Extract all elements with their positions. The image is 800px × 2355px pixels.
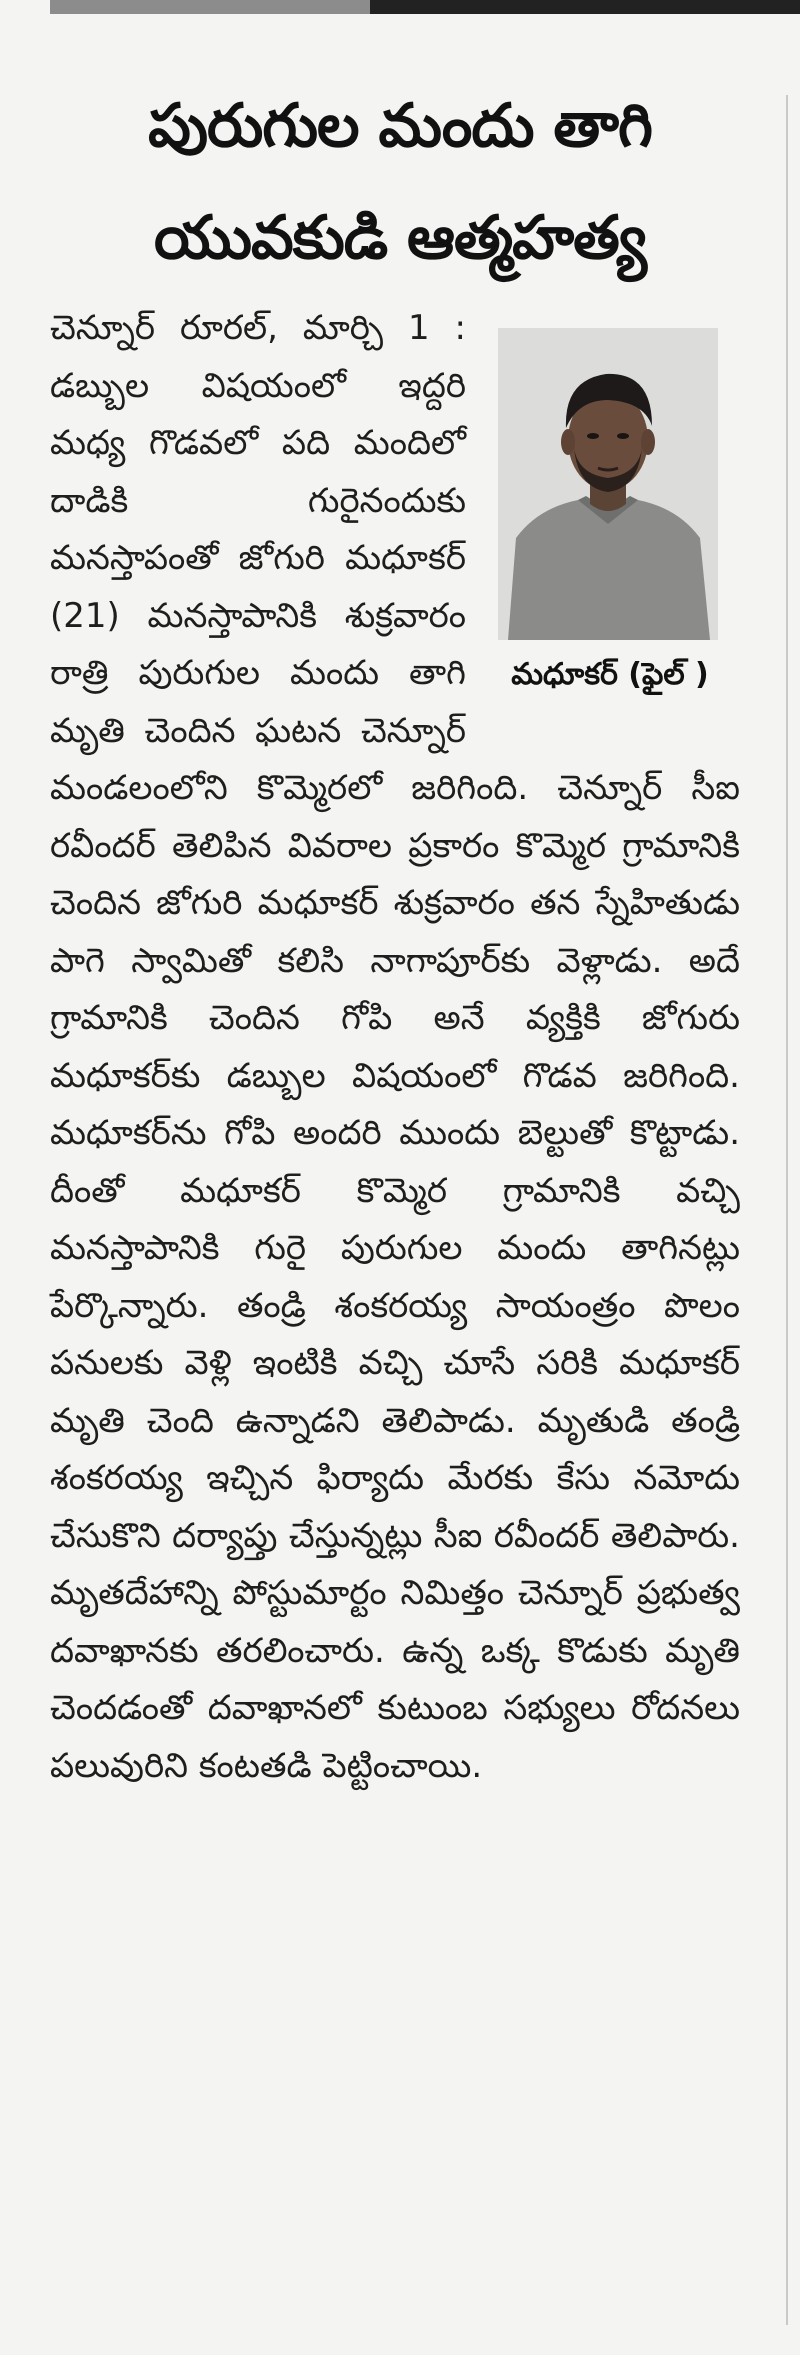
headline: [50, 70, 750, 294]
article-body: [50, 300, 740, 1795]
person-photo-icon: [498, 328, 718, 640]
headline-line-1: పురుగుల మందు తాగి: [148, 91, 652, 161]
photo-figure: [480, 300, 740, 760]
column-divider: [786, 95, 788, 2325]
article-text: చెన్నూర్ రూరల్, మార్చి 1 : డబ్బుల విషయంలో ఇద్దరి మధ్య గొడవలో పది మందిలో దాడికి గురైనందుకు మనస్తాపంతో జోగురి మధూకర్ (21) మనస్తాపానికి శుక్రవారం రాత్రి పురుగుల మందు తాగి మృతి చెందిన ఘటన చెన్నూర్ మండలంలోని కొమ్మెరలో జరిగింది. చెన్నూర్ సీఐ రవీందర్ తెలిపిన వివరాల ప్రకారం కొమ్మెర గ్రామానికి చెందిన జోగురి మధూకర్ శుక్రవారం తన స్నేహితుడు పాగె స్వామితో కలిసి నాగాపూర్‌కు వెళ్లాడు. అదే గ్రామానికి చెందిన గోపి అనే వ్యక్తికి జోగురు మధూకర్‌కు డబ్బుల విషయంలో గొడవ జరిగింది. మధూకర్‌ను గోపి అందరి ముందు బెల్టుతో కొట్టాడు. దీంతో మధూకర్ కొమ్మెర గ్రామానికి వచ్చి మనస్తాపానికి గురై పురుగుల మందు తాగినట్లు పేర్కొన్నారు. తండ్రి శంకరయ్య సాయంత్రం పొలం పనులకు వెళ్లి ఇంటికి వచ్చి చూసే సరికి మధూకర్ మృతి చెంది ఉన్నాడని తెలిపాడు. మృతుడి తండ్రి శంకరయ్య ఇచ్చిన ఫిర్యాదు మేరకు కేసు నమోదు చేసుకొని దర్యాప్తు చేస్తున్నట్లు సీఐ రవీందర్ తెలిపారు. మృతదేహాన్ని పోస్టుమార్టం నిమిత్తం చెన్నూర్ ప్రభుత్వ దవాఖానకు తరలించారు. ఉన్న ఒక్క కొడుకు మృతి చెందడంతో దవాఖానలో కుటుంబ సభ్యులు రోదనలు పలువురిని కంటతడి పెట్టించాయి.: [50, 308, 740, 1786]
headline-line-2: యువకుడి ఆత్మహత్య: [154, 203, 646, 273]
top-rule: [50, 0, 800, 14]
top-rule-segment: [50, 0, 370, 14]
photo-caption: మధూకర్ (ఫైల్ ): [511, 657, 709, 692]
